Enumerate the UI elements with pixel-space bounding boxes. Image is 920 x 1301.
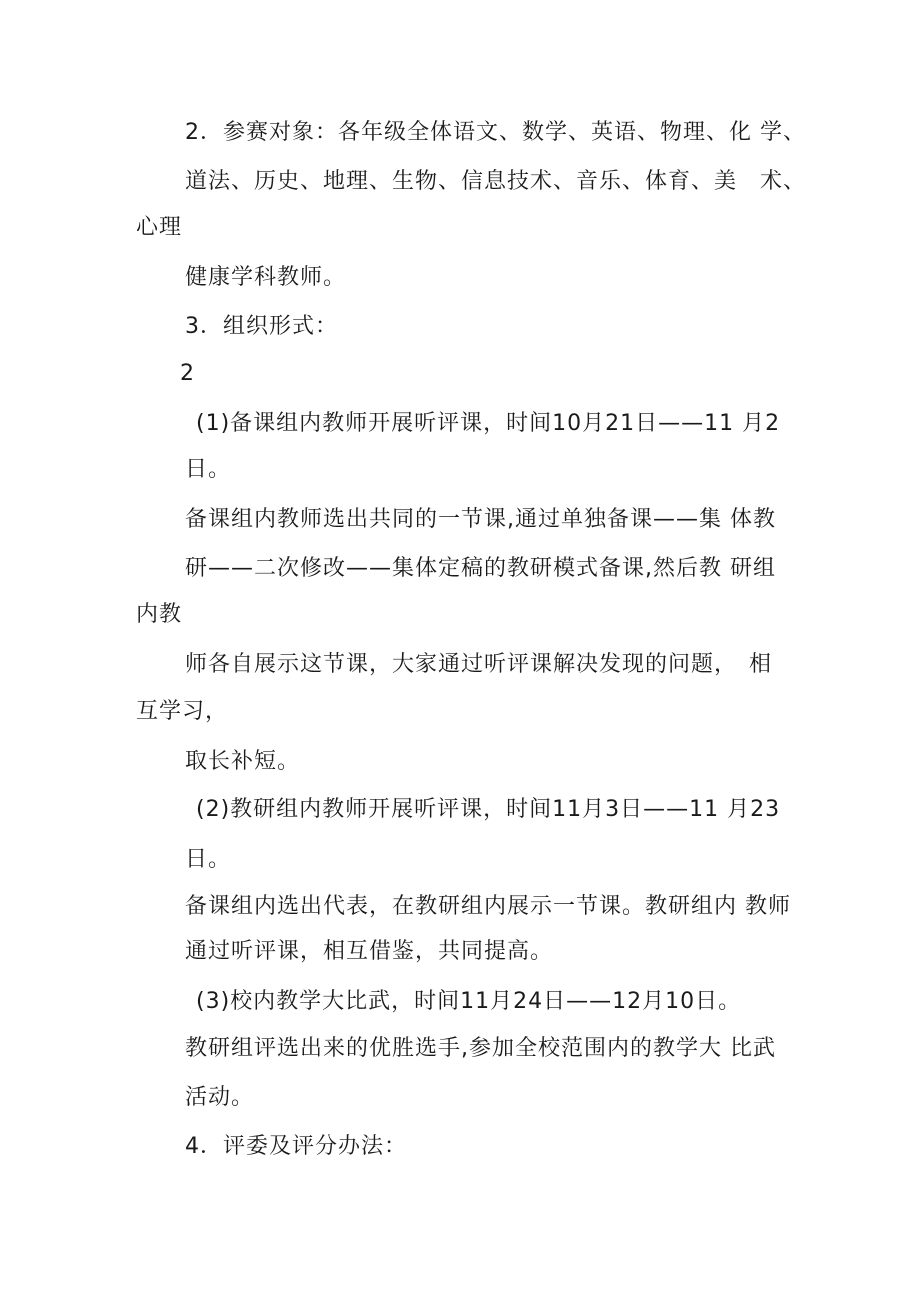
stage-3-desc-1: 教研组评选出来的优胜选手,参加全校范围内的教学大 比武: [185, 1036, 776, 1061]
participants-heading: 2．参赛对象：各年级全体语文、数学、英语、物理、化 学、: [185, 120, 806, 145]
stage-1-title-cont: 日。: [185, 457, 232, 482]
organization-heading: 3．组织形式：: [185, 314, 338, 339]
stage-1-desc-4: 师各自展示这节课，大家通过听评课解决发现的问题， 相: [185, 652, 773, 677]
stage-2-desc-1: 备课组内选出代表，在教研组内展示一节课。教研组内 教师: [185, 894, 791, 919]
stage-2-title: (2)教研组内教师开展听评课，时间11月3日——11 月23: [196, 797, 781, 822]
stage-1-desc-2: 研——二次修改——集体定稿的教研模式备课,然后教 研组: [185, 556, 776, 581]
stage-2-title-cont: 日。: [185, 847, 232, 872]
stage-1-desc-1: 备课组内教师选出共同的一节课,通过单独备课——集 体教: [185, 507, 776, 532]
participants-end: 健康学科教师。: [185, 265, 347, 290]
stage-1-desc-5: 互学习，: [136, 699, 229, 724]
stage-1-title: (1)备课组内教师开展听评课，时间10月21日——11 月2: [196, 411, 781, 436]
participants-subjects: 道法、历史、地理、生物、信息技术、音乐、体育、美 术、: [185, 169, 807, 194]
stage-3-title: (3)校内教学大比武，时间11月24日——12月10日。: [196, 989, 742, 1014]
stage-1-desc-6: 取长补短。: [185, 749, 301, 774]
stage-2-desc-2: 通过听评课，相互借鉴，共同提高。: [185, 939, 554, 964]
page-number: 2: [180, 361, 195, 386]
participants-subjects-cont: 心理: [136, 215, 183, 240]
stage-1-desc-3: 内教: [136, 602, 183, 627]
judges-heading: 4．评委及评分办法：: [185, 1134, 407, 1159]
stage-3-desc-2: 活动。: [185, 1085, 255, 1110]
